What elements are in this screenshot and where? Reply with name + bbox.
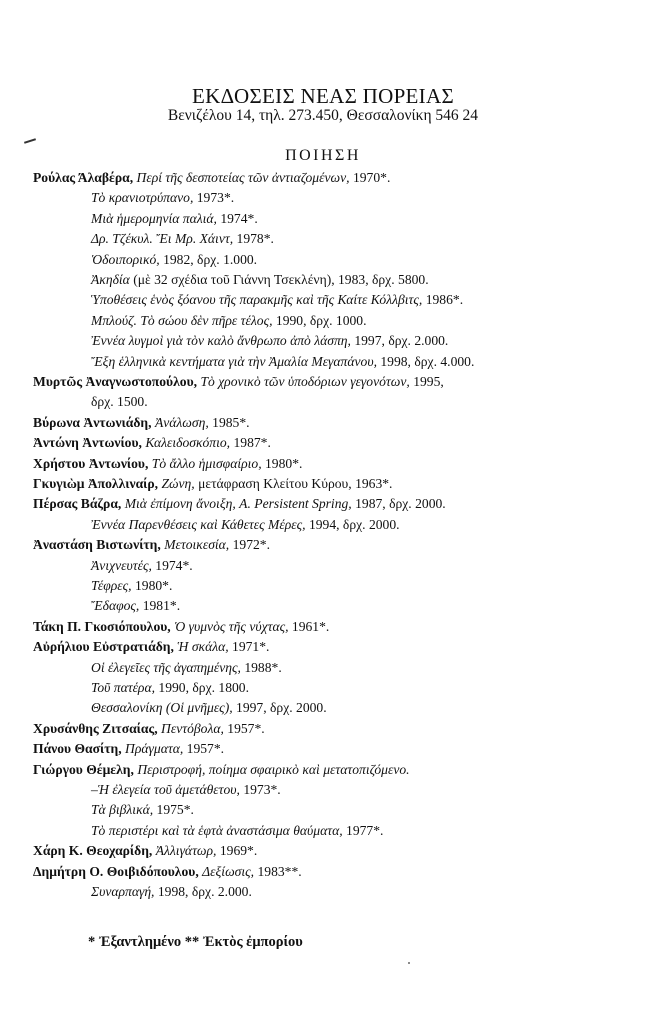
entry-title: Ἔξη ἑλληνικὰ κεντήματα γιὰ τὴν Ἀμαλία Μεγαπάνου, — [91, 353, 377, 369]
catalog-entry — [91, 882, 252, 901]
entry-author: Χρυσάνθης Ζιτσαίας, — [33, 720, 162, 736]
entry-details: 1975*. — [153, 802, 194, 818]
entry-title: Δρ. Τζέκυλ. Ἔι Μρ. Χάιντ, — [91, 231, 234, 247]
entry-title: Τὰ βιβλικά, — [91, 802, 154, 818]
entry-title: Πράγματα, — [125, 741, 184, 757]
entry-author: Πέρσας Βάζρα, — [33, 496, 125, 512]
catalog-entry — [91, 352, 474, 371]
entry-details: δρχ. 1500. — [91, 394, 148, 410]
catalog-entry — [91, 576, 172, 595]
entry-title: Θεσσαλονίκη (Οἱ μνῆμες), — [91, 700, 233, 716]
entry-author: Χρήστου Ἀντωνίου, — [33, 455, 152, 471]
entry-details: 1995, — [409, 374, 444, 389]
entry-details: 1987*. — [230, 435, 271, 451]
entry-details: 1982, δρχ. 1.000. — [159, 251, 258, 267]
catalog-entry — [33, 372, 444, 391]
entry-title: Ἀλλιγάτωρ, — [155, 843, 217, 859]
entry-title: Ἐννέα λυγμοὶ γιὰ τὸν καλὸ ἄνθρωπο ἀπὸ λάσπη, — [91, 333, 351, 349]
entry-title: Τὸ ἄλλο ἡμισφαίριο, — [151, 455, 262, 471]
entry-title: Οἱ ἐλεγεῖες τῆς ἀγαπημένης, — [91, 659, 241, 675]
speck — [408, 962, 410, 964]
entry-title: Ὁδοιπορικό, — [91, 251, 160, 267]
entry-title: –Ἡ ἐλεγεία τοῦ ἀμετάθετου, — [91, 782, 240, 797]
stray-mark — [24, 138, 36, 144]
entry-title: Ἀνιχνευτές, — [91, 557, 152, 573]
catalog-entry — [91, 331, 448, 350]
entry-details: μετάφραση Κλείτου Κύρου, 1963*. — [194, 476, 393, 491]
entry-title: Ἐννέα Παρενθέσεις καὶ Κάθετες Μέρες, — [91, 516, 306, 532]
entry-author: Γκυγιὼμ Ἀπολλιναίρ, — [33, 476, 162, 491]
entry-details: 1980*. — [261, 455, 303, 471]
entry-title: Τὸ περιστέρι καὶ τὰ ἑφτὰ ἀναστάσιμα θαύματα, — [91, 822, 343, 838]
entry-details: 1973*. — [239, 782, 281, 797]
entry-title: Ὑποθέσεις ἑνὸς ξόανου τῆς παρακμῆς καὶ τῆς Καίτε Κόλλβιτς, — [91, 292, 423, 308]
entry-author: Βύρωνα Ἀντωνιάδη, — [33, 414, 155, 430]
entry-author: Τάκη Π. Γκοσιόπουλου, — [33, 618, 175, 634]
section-heading: ΠΟΙΗΣΗ — [285, 147, 361, 164]
catalog-entry — [91, 596, 180, 615]
entry-details: 1970*. — [349, 170, 391, 185]
catalog-entry — [33, 617, 329, 636]
entry-title: Τέφρες, — [91, 578, 132, 593]
entry-author: Πάνου Θασίτη, — [33, 741, 126, 757]
entry-details: 1961*. — [288, 618, 330, 634]
entry-title: Μπλούζ. Τὸ σώου δὲν πῆρε τέλος, — [91, 312, 273, 328]
catalog-entry — [33, 719, 265, 738]
entry-author: Μυρτῶς Ἀναγνωστοπούλου, — [33, 374, 201, 389]
catalog-entry — [91, 188, 234, 207]
catalog-entry — [91, 780, 281, 799]
catalog-entry — [91, 250, 257, 269]
catalog-entry — [91, 229, 274, 248]
entry-details: 1998, δρχ. 4.000. — [376, 353, 475, 369]
entry-title: Μετοικεσία, — [164, 537, 230, 553]
catalog-entry — [91, 515, 400, 534]
catalog-entry — [33, 413, 250, 432]
entry-details: 1998, δρχ. 2.000. — [154, 884, 252, 899]
entry-author: Δημήτρη Ο. Θοιβιδόπουλου, — [33, 863, 203, 879]
entry-title: Μιὰ ἐπίμονη ἄνοιξη, A. Persistent Spring, — [124, 496, 352, 512]
footnote: * Ἐξαντλημένο ** Ἐκτὸς ἐμπορίου — [88, 934, 303, 950]
catalog-entry — [33, 862, 302, 881]
catalog-entry — [91, 658, 282, 677]
entry-details: 1974*. — [151, 557, 193, 573]
entry-title: Ἀκηδία — [91, 272, 130, 287]
entry-details: (μὲ 32 σχέδια τοῦ Γιάννη Τσεκλένη), 1983, δρχ. 5800. — [129, 272, 429, 287]
publisher-address: Βενιζέλου 14, τηλ. 273.450, Θεσσαλονίκη 546 24 — [167, 107, 479, 124]
entry-title: Ἡ σκάλα, — [177, 639, 229, 655]
entry-title: Ὁ γυμνὸς τῆς νύχτας, — [174, 618, 289, 634]
entry-title: Περί τῆς δεσποτείας τῶν ἀντιαζομένων, — [136, 170, 350, 185]
entry-details: 1972*. — [229, 537, 270, 553]
catalog-entry — [33, 433, 271, 452]
entry-author: Ἀναστάση Βιστωνίτη, — [33, 537, 165, 553]
entry-author: Ἀντώνη Ἀντωνίου, — [33, 435, 146, 451]
entry-title: Τὸ κρανιοτρύπανο, — [91, 190, 194, 206]
entry-details: 1987, δρχ. 2000. — [351, 496, 446, 512]
entry-title: Καλειδοσκόπιο, — [145, 435, 231, 451]
publisher-title: ΕΚΔΟΣΕΙΣ ΝΕΑΣ ΠΟΡΕΙΑΣ — [192, 84, 454, 108]
catalog-entry — [91, 556, 193, 575]
entry-title: Συναρπαγή, — [91, 884, 155, 899]
entry-title: Πεντόβολα, — [161, 720, 224, 736]
entry-author: Χάρη Κ. Θεοχαρίδη, — [33, 843, 156, 859]
entry-details: 1985*. — [208, 414, 250, 430]
catalog-entry — [33, 494, 446, 513]
entry-details: 1997, δρχ. 2000. — [232, 700, 327, 716]
entry-details: 1980*. — [131, 578, 173, 593]
entry-details: 1969*. — [216, 843, 258, 859]
catalog-entry — [91, 821, 383, 840]
catalog-entry — [91, 290, 463, 309]
catalog-entry — [91, 678, 249, 697]
entry-details: 1983**. — [254, 863, 302, 879]
catalog-entry — [91, 270, 429, 289]
catalog-entry — [33, 168, 390, 187]
entry-author: Ρούλας Άλαβέρα, — [33, 170, 137, 185]
catalog-entry — [91, 392, 148, 411]
entry-details: 1974*. — [216, 210, 258, 226]
entry-details: 1957*. — [183, 741, 225, 757]
entry-details: 1990, δρχ. 1800. — [155, 680, 249, 695]
entry-details: 1973*. — [193, 190, 235, 206]
entry-details: 1971*. — [228, 639, 270, 655]
entry-details: 1997, δρχ. 2.000. — [350, 333, 449, 349]
entry-details: 1988*. — [240, 659, 282, 675]
entry-author: Αὐρήλιου Εὐστρατιάδη, — [33, 639, 178, 655]
entry-title: Περιστροφή, ποίημα σφαιρικὸ καὶ μετατοπιζόμενο. — [137, 761, 410, 777]
entry-details: 1990, δρχ. 1000. — [272, 312, 367, 328]
entry-details: 1957*. — [223, 720, 265, 736]
catalog-entry — [91, 698, 327, 717]
catalog-entry — [33, 760, 410, 779]
catalog-entry — [33, 637, 269, 656]
catalog-entry — [33, 474, 392, 493]
entry-title: Δεξίωσις, — [202, 863, 255, 879]
entry-details: 1994, δρχ. 2000. — [305, 516, 400, 532]
catalog-entry — [33, 841, 257, 860]
entry-details: 1981*. — [139, 598, 181, 614]
entry-details: 1978*. — [233, 231, 274, 247]
catalog-entry — [91, 209, 258, 228]
entry-title: Τὸ χρονικὸ τῶν ὑποδόριων γεγονότων, — [200, 374, 410, 389]
entry-title: Ἔδαφος, — [91, 598, 140, 614]
catalog-entry — [33, 454, 302, 473]
catalog-entry — [33, 535, 270, 554]
entry-title: Μιὰ ἡμερομηνία παλιά, — [91, 210, 217, 226]
entry-title: Ἀνάλωση, — [154, 414, 209, 430]
catalog-entry — [91, 311, 367, 330]
entry-title: Ζώνη, — [161, 476, 195, 491]
catalog-entry — [33, 739, 224, 758]
entry-author: Γιώργου Θέμελη, — [33, 761, 138, 777]
entry-details: 1977*. — [342, 822, 384, 838]
entry-title: Τοῦ πατέρα, — [91, 680, 155, 695]
catalog-entry — [91, 800, 194, 819]
entry-details: 1986*. — [422, 292, 464, 308]
